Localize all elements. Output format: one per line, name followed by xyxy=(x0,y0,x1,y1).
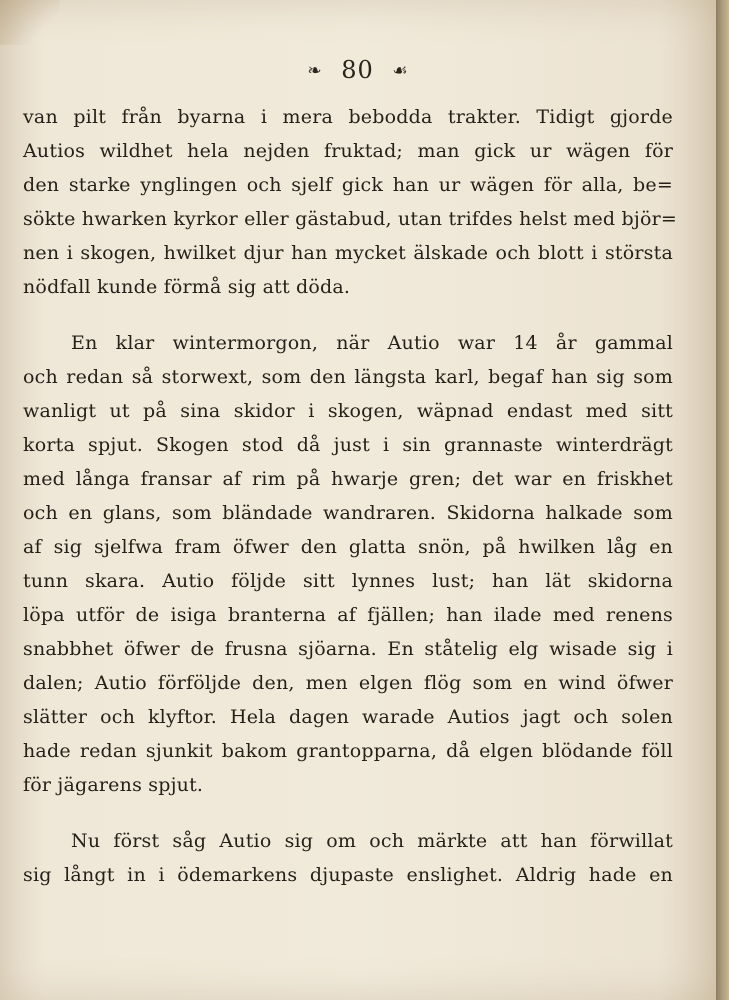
paragraph-gap xyxy=(23,304,673,326)
text-line: slätter och klyftor. Hela dagen warade Autios jagt och solen xyxy=(23,706,673,728)
text-line: af sig sjelfwa fram öfwer den glatta snön, på hwilken låg en xyxy=(23,536,673,558)
text-line: En klar wintermorgon, när Autio war 14 år gammal xyxy=(71,332,673,354)
text-line: snabbhet öfwer de frusna sjöarna. En ståtelig elg wisade sig i xyxy=(23,638,673,660)
text-line: sig långt in i ödemarkens djupaste enslighet. Aldrig hade en xyxy=(23,864,673,886)
body-text xyxy=(23,100,678,892)
text-line: löpa utför de isiga branterna af fjällen; han ilade med renens xyxy=(23,604,673,626)
paragraph-1 xyxy=(23,100,678,304)
text-line: för jägarens spjut. xyxy=(23,774,204,796)
text-line: hade redan sjunkit bakom grantopparna, då elgen blödande föll xyxy=(23,740,673,762)
page-corner-shadow xyxy=(0,0,60,45)
text-line: dalen; Autio förföljde den, men elgen flög som en wind öfwer xyxy=(23,672,673,694)
text-line: Nu först såg Autio sig om och märkte att han förwillat xyxy=(71,830,673,852)
text-line: Autios wildhet hela nejden fruktad; man gick ur wägen för xyxy=(23,140,673,162)
paragraph-2 xyxy=(23,326,673,802)
paragraph-3 xyxy=(23,824,673,892)
text-line: wanligt ut på sina skidor i skogen, wäpnad endast med sitt xyxy=(23,400,673,422)
book-page-edge xyxy=(716,0,729,1000)
ornament-right-icon: ☙ xyxy=(392,61,409,81)
text-line: och en glans, som bländade wandraren. Skidorna halkade som xyxy=(23,502,673,524)
text-line: med långa fransar af rim på hwarje gren; det war en friskhet xyxy=(23,468,673,490)
text-line: sökte hwarken kyrkor eller gästabud, utan trifdes helst med björ= xyxy=(23,208,678,230)
text-line: tunn skara. Autio följde sitt lynnes lust; han lät skidorna xyxy=(23,570,673,592)
text-line: nen i skogen, hwilket djur han mycket älskade och blott i största xyxy=(23,242,673,264)
text-line: nödfall kunde förmå sig att döda. xyxy=(23,276,351,298)
page-number: 80 xyxy=(341,56,374,84)
text-line: och redan så storwext, som den längsta karl, begaf han sig som xyxy=(23,366,673,388)
text-line: den starke ynglingen och sjelf gick han ur wägen för alla, be= xyxy=(23,174,673,196)
text-line: van pilt från byarna i mera bebodda trakter. Tidigt gjorde xyxy=(23,106,673,128)
ornament-left-icon: ❧ xyxy=(307,61,323,81)
text-line: korta spjut. Skogen stod då just i sin grannaste winterdrägt xyxy=(23,434,673,456)
paragraph-gap xyxy=(23,802,673,824)
page-header xyxy=(0,56,716,84)
